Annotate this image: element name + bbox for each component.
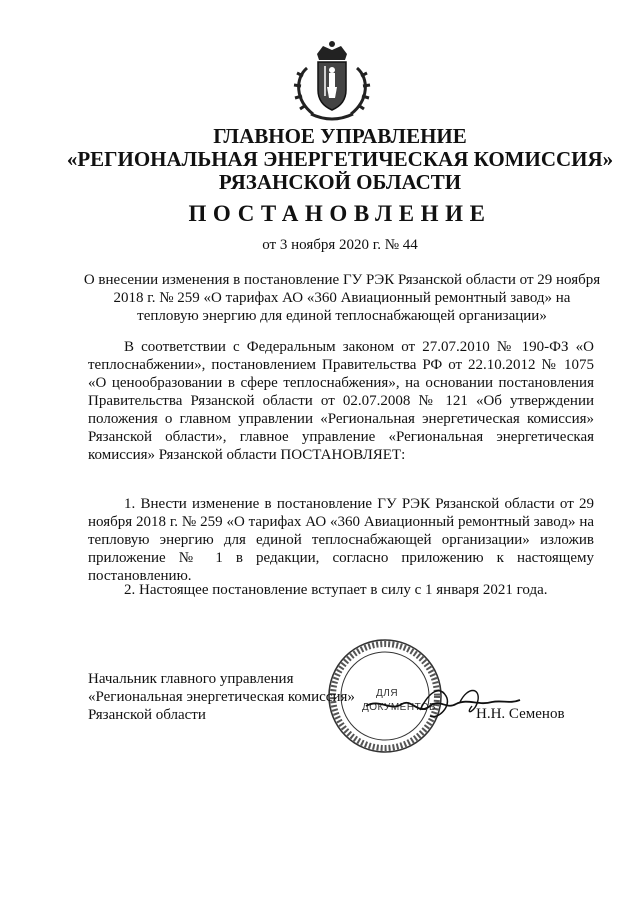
stamp-word-2: ДОКУМЕНТОВ: [362, 702, 437, 713]
document-type-title: ПОСТАНОВЛЕНИЕ: [188, 201, 492, 226]
resolution-item-1: 1. Внести изменение в постановление ГУ РЭК Рязанской области от 29 ноября 2018 г. № 259 «О тарифах АО «360 Авиационный ремонтный завод» на тепловую энергию для единой теплоснабжающей организации» изложив приложение № 1 в редакции, согласно приложению к настоящему постановлению.: [88, 496, 594, 584]
document-date-number: от 3 ноября 2020 г. № 44: [262, 237, 418, 253]
resolution-item-2: 2. Настоящее постановление вступает в силу с 1 января 2021 года.: [124, 582, 548, 598]
document-subject: О внесении изменения в постановление ГУ РЭК Рязанской области от 29 ноября 2018 г. № 259 «О тарифах АО «360 Авиационный ремонтный завод» на тепловую энергию для единой теплоснабжающей организации»: [83, 272, 601, 324]
signatory-position-line-2: «Региональная энергетическая комиссия»: [88, 689, 355, 705]
handwritten-signature: [360, 676, 530, 728]
signatory-position-line-3: Рязанской области: [88, 707, 206, 723]
org-name-line-3: РЯЗАНСКОЙ ОБЛАСТИ: [218, 170, 462, 194]
preamble-paragraph: В соответствии с Федеральным законом от 27.07.2010 № 190-ФЗ «О теплоснабжении», постановлением Правительства РФ от 22.10.2012 № 1075 «О ценообразовании в сфере теплоснабжения», на основании постановления Правительства Рязанской области от 02.07.2008 № 121 «Об утверждении положения о главном управлении «Региональная энергетическая комиссия» Рязанской области», главное управление «Региональная энергетическая комиссия» Рязанской области ПОСТАНОВЛЯЕТ:: [88, 339, 594, 463]
signatory-position: [88, 670, 355, 724]
coat-of-arms-icon: [287, 38, 377, 126]
stamp-word-1: ДЛЯ: [376, 688, 399, 699]
signatory-position-line-1: Начальник главного управления: [88, 671, 294, 687]
signer-name: Н.Н. Семенов: [476, 706, 565, 722]
org-name-line-2: «РЕГИОНАЛЬНАЯ ЭНЕРГЕТИЧЕСКАЯ КОМИССИЯ»: [66, 147, 614, 171]
org-name-line-1: ГЛАВНОЕ УПРАВЛЕНИЕ: [213, 124, 467, 148]
